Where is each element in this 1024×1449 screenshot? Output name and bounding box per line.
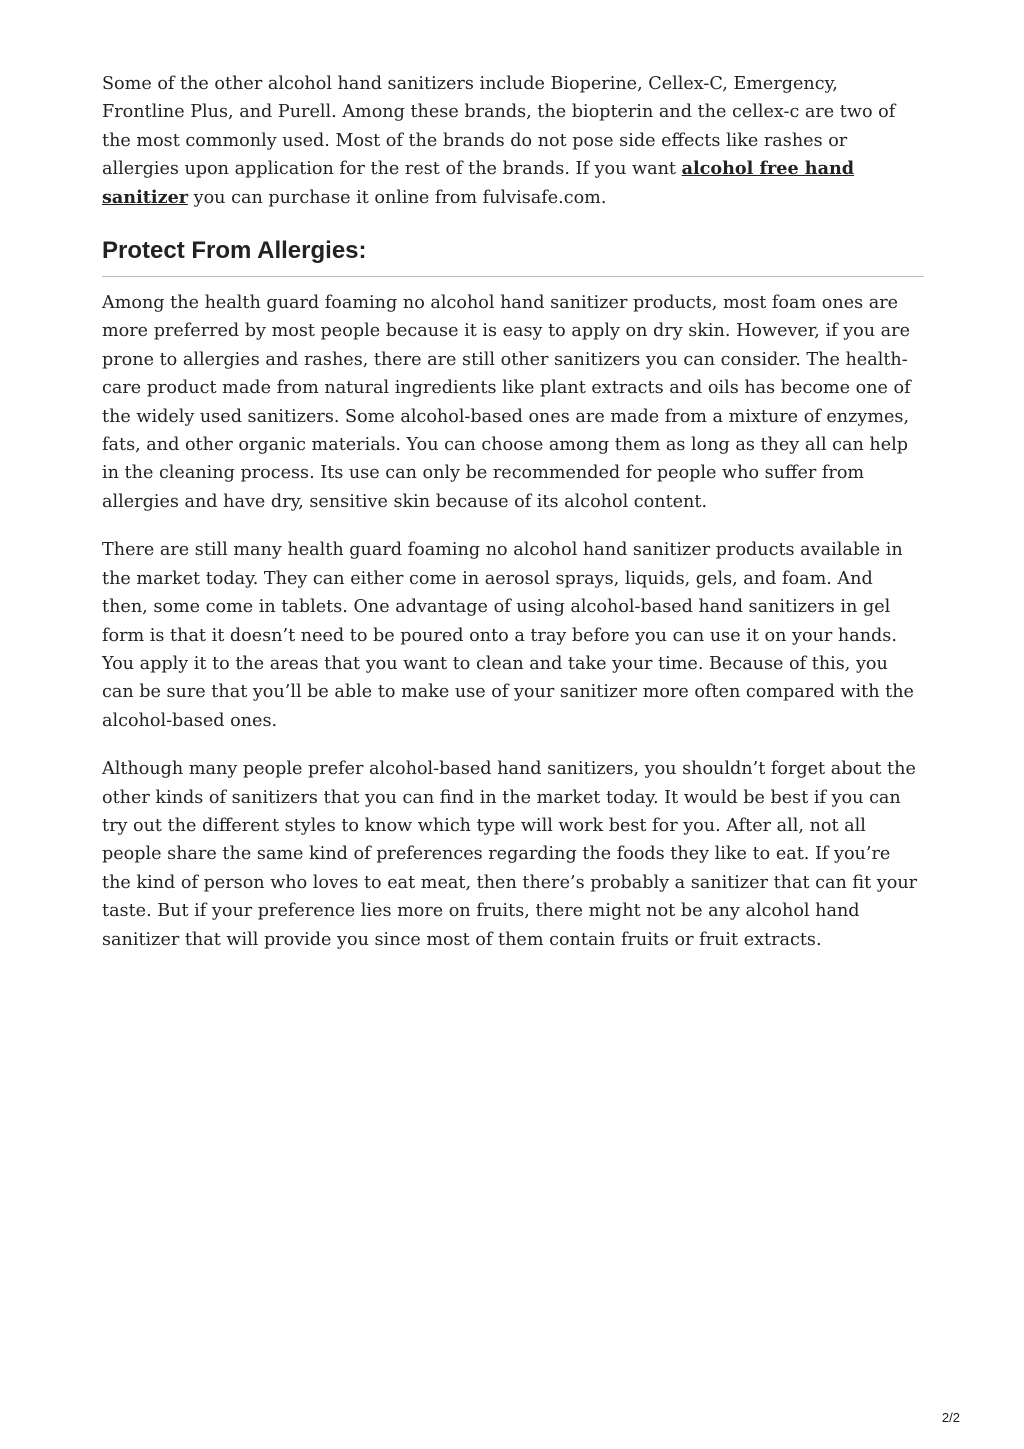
page-number: 2/2 xyxy=(941,1410,960,1425)
intro-text-before-link: Some of the other alcohol hand sanitizers include Bioperine, Cellex-C, Emergency, Frontline Plus, and Purell. Among these brands, the biopterin and the cellex-c are two of the most commonly used. Most of the brands do not pose side effects like rashes or allergies upon application for the rest of the brands. If you want xyxy=(102,74,896,180)
document-page xyxy=(102,70,924,974)
alcohol-free-hand-sanitizer-link[interactable]: alcohol free hand sanitizer xyxy=(102,158,855,208)
section-heading: Protect From Allergies: xyxy=(102,236,924,277)
body-paragraph-1: Among the health guard foaming no alcohol hand sanitizer products, most foam ones are more preferred by most people because it is easy to apply on dry skin. However, if you are prone to allergies and rashes, there are still other sanitizers you can consider. The health-care product made from natural ingredients like plant extracts and oils has become one of the widely used sanitizers. Some alcohol-based ones are made from a mixture of enzymes, fats, and other organic materials. You can choose among them as long as they all can help in the cleaning process. Its use can only be recommended for people who suffer from allergies and have dry, sensitive skin because of its alcohol content. xyxy=(102,293,911,512)
intro-text-after-link: you can purchase it online from fulvisafe.com. xyxy=(188,187,607,208)
body-paragraph-2: There are still many health guard foaming no alcohol hand sanitizer products available in the market today. They can either come in aerosol sprays, liquids, gels, and foam. And then, some come in tablets. One advantage of using alcohol-based hand sanitizers in gel form is that it doesn’t need to be poured onto a tray before you can use it on your hands. You apply it to the areas that you want to clean and take your time. Because of this, you can be sure that you’ll be able to make use of your sanitizer more often compared with the alcohol-based ones. xyxy=(102,540,914,731)
intro-paragraph xyxy=(102,70,924,212)
body-paragraph-3: Although many people prefer alcohol-based hand sanitizers, you shouldn’t forget about the other kinds of sanitizers that you can find in the market today. It would be best if you can try out the different styles to know which type will work best for you. After all, not all people share the same kind of preferences regarding the foods they like to eat. If you’re the kind of person who loves to eat meat, then there’s probably a sanitizer that can fit your taste. But if your preference lies more on fruits, there might not be any alcohol hand sanitizer that will provide you since most of them contain fruits or fruit extracts. xyxy=(102,759,918,950)
